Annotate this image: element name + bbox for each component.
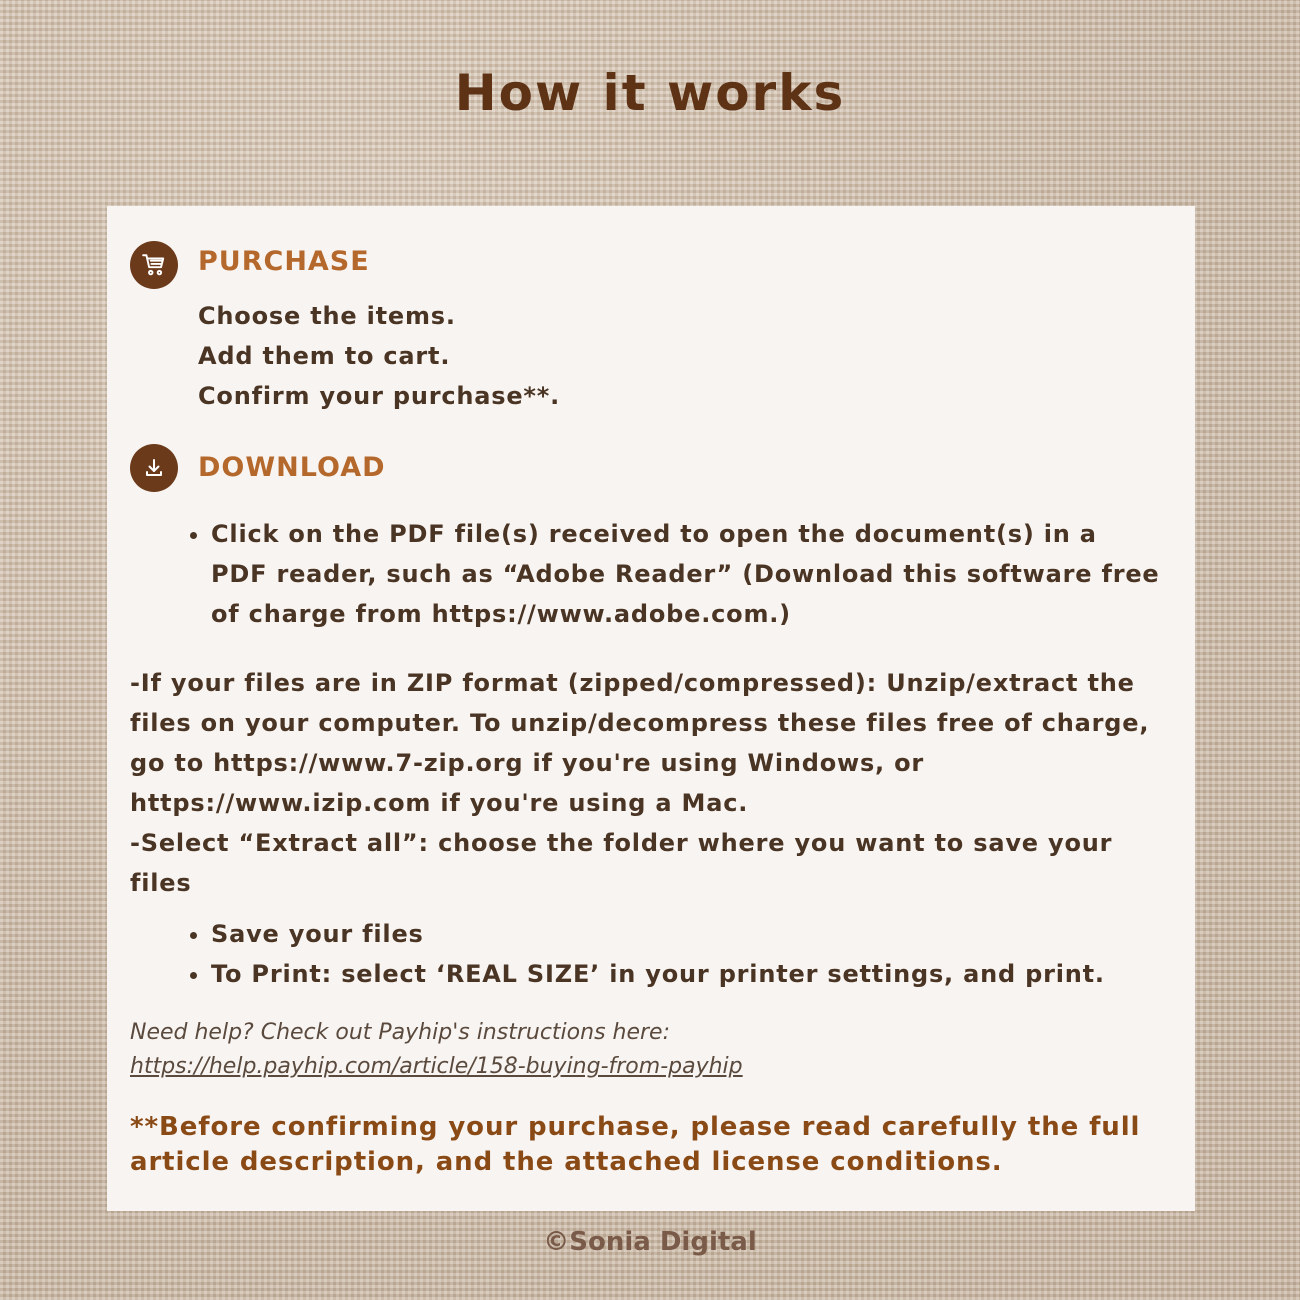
zip-instructions: -If your files are in ZIP format (zipped/compressed): Unzip/extract the files on your computer. To unzip/decompress these files free of charge, go to https://www.7-zip.org if you're using Windows, or https://www.izip.com if you're using a Mac. — [130, 669, 1150, 817]
info-card — [107, 206, 1195, 1211]
extract-instructions: -Select “Extract all”: choose the folder where you want to save your files — [130, 829, 1113, 897]
download-header — [130, 444, 178, 492]
help-text: Need help? Check out Payhip's instructions here: — [130, 1020, 670, 1045]
cart-icon — [130, 241, 178, 289]
help-note — [130, 1016, 743, 1084]
copyright: ©Sonia Digital — [543, 1227, 757, 1257]
download-heading: DOWNLOAD — [198, 452, 386, 483]
purchase-step: Confirm your purchase**. — [198, 382, 561, 410]
download-instructions — [187, 514, 1161, 634]
download-icon — [130, 444, 178, 492]
purchase-header — [130, 241, 178, 289]
purchase-step: Add them to cart. — [198, 342, 451, 370]
license-notice: **Before confirming your purchase, please read carefully the full article description, and the attached license conditions. — [130, 1112, 1141, 1177]
purchase-steps — [198, 296, 560, 416]
list-item: • Save your files — [211, 914, 1161, 954]
purchase-heading: PURCHASE — [198, 246, 370, 277]
purchase-step: Choose the items. — [198, 302, 456, 330]
help-link[interactable]: https://help.payhip.com/article/158-buying-from-payhip — [130, 1054, 743, 1079]
save-print-list — [187, 914, 1161, 994]
list-item: • Click on the PDF file(s) received to open the document(s) in a PDF reader, such as “Adobe Reader” (Download this software free of charge from https://www.adobe.com.) — [211, 514, 1161, 634]
list-item: • To Print: select ‘REAL SIZE’ in your printer settings, and print. — [211, 954, 1161, 994]
page-title: How it works — [454, 64, 846, 122]
